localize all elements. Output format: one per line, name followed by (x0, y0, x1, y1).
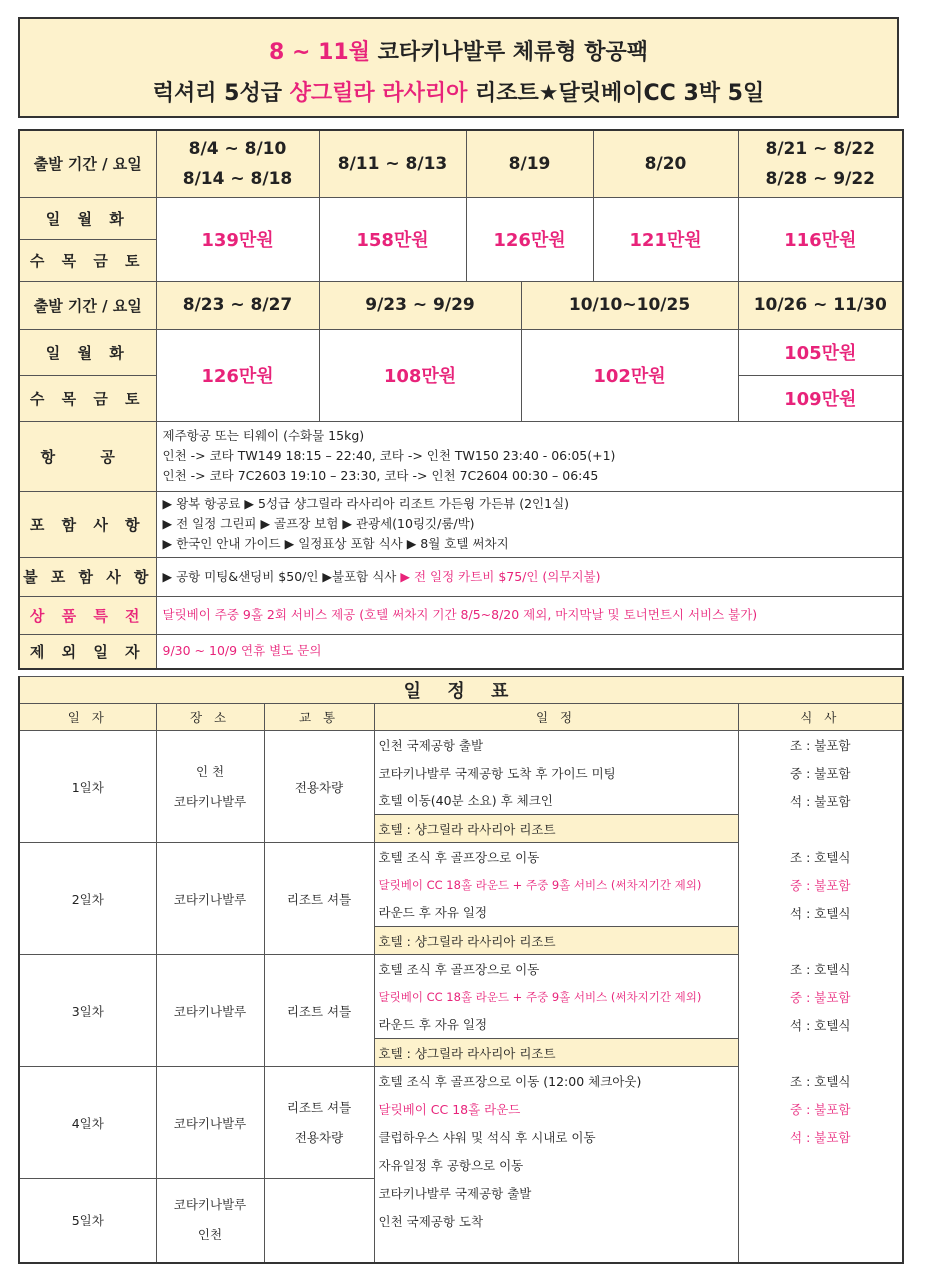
title-hotel-name: 샹그릴라 라사리아 (289, 81, 468, 106)
excluded-dates-label: 제 외 일 자 (19, 634, 156, 669)
schedule-hotel: 호텔 : 샹그릴라 라사리아 리조트 (374, 927, 738, 955)
header-transport: 교 통 (264, 704, 374, 731)
day-transport: 리조트 셔틀 (264, 843, 374, 955)
meal-item: 석 : 불포함 (738, 1123, 903, 1151)
day-transport: 전용차량 (264, 731, 374, 843)
price-cell: 116만원 (738, 197, 903, 281)
meal-item: 조 : 불포함 (738, 731, 903, 759)
included-info: ▶ 왕복 항공료 ▶ 5성급 샹그릴라 라사리아 리조트 가든윙 가든뷰 (2인1실) ▶ 전 일정 그린피 ▶ 골프장 보험 ▶ 관광세(10링깃/룸/박) ▶ 한국인 안내 가이드 ▶ 일정표상 포함 식사 ▶ 8월 호텔 써차지 (156, 491, 903, 557)
schedule-item: 라운드 후 자유 일정 (374, 1011, 738, 1039)
schedule-item: 호텔 조식 후 골프장으로 이동 (374, 843, 738, 871)
meal-item: 조 : 호텔식 (738, 1067, 903, 1095)
weekend-label: 수 목 금 토 (19, 239, 156, 281)
period-label: 출발 기간 / 요일 (19, 130, 156, 197)
price-cell: 108만원 (319, 329, 521, 421)
day-transport (264, 1179, 374, 1263)
weekday-label: 일 월 화 (19, 329, 156, 375)
schedule-item: 코타키나발루 국제공항 도착 후 가이드 미팅 (374, 759, 738, 787)
benefit-label: 상 품 특 전 (19, 596, 156, 634)
day-place: 코타키나발루 인천 (156, 1179, 264, 1263)
schedule-table (18, 676, 904, 1264)
day-place: 코타키나발루 (156, 843, 264, 955)
header-place: 장 소 (156, 704, 264, 731)
day-label: 3일차 (19, 955, 156, 1067)
meal-item: 조 : 호텔식 (738, 843, 903, 871)
title-months: 8 ~ 11월 (269, 40, 370, 65)
title-line-1: 8 ~ 11월 코타키나발루 체류형 항공팩 (269, 40, 648, 65)
meal-item: 석 : 불포함 (738, 787, 903, 815)
day-label: 1일차 (19, 731, 156, 843)
price-cell: 126만원 (156, 329, 319, 421)
period-label: 출발 기간 / 요일 (19, 281, 156, 329)
date-range: 8/23 ~ 8/27 (156, 281, 319, 329)
schedule-item: 호텔 이동(40분 소요) 후 체크인 (374, 787, 738, 815)
schedule-item: 코타키나발루 국제공항 출발 (374, 1179, 738, 1207)
date-range: 10/26 ~ 11/30 (738, 281, 903, 329)
excluded-label: 불 포 함 사 항 (19, 557, 156, 596)
header-meals: 식 사 (738, 704, 903, 731)
flight-label: 항 공 (19, 421, 156, 491)
day-place: 인 천 코타키나발루 (156, 731, 264, 843)
date-range: 8/20 (593, 130, 738, 197)
date-range: 8/11 ~ 8/13 (319, 130, 466, 197)
meal-item: 중 : 불포함 (738, 871, 903, 899)
title-banner (18, 17, 899, 118)
schedule-item: 호텔 조식 후 골프장으로 이동 (12:00 체크아웃) (374, 1067, 738, 1095)
price-cell: 139만원 (156, 197, 319, 281)
day-place: 코타키나발루 (156, 1067, 264, 1179)
weekend-label: 수 목 금 토 (19, 375, 156, 421)
meal-item: 중 : 불포함 (738, 983, 903, 1011)
date-range: 9/23 ~ 9/29 (319, 281, 521, 329)
schedule-item: 클럽하우스 샤워 및 석식 후 시내로 이동 (374, 1123, 738, 1151)
day-transport: 리조트 셔틀 전용차량 (264, 1067, 374, 1179)
price-cell: 109만원 (738, 375, 903, 421)
meal-item: 중 : 불포함 (738, 759, 903, 787)
schedule-item: 자유일정 후 공항으로 이동 (374, 1151, 738, 1179)
flight-info: 제주항공 또는 티웨이 (수화물 15kg) 인천 -> 코타 TW149 18:15 – 22:40, 코타 -> 인천 TW150 23:40 - 06:05(+1) 인천 -> 코타 7C2603 19:10 – 23:30, 코타 -> 인천 7C2604 00:30 – 06:45 (156, 421, 903, 491)
price-table (18, 129, 904, 670)
title-line-2: 럭셔리 5성급 샹그릴라 라사리아 리조트★달릿베이CC 3박 5일 (152, 81, 765, 106)
date-range: 8/19 (466, 130, 593, 197)
date-range: 8/21 ~ 8/22 8/28 ~ 9/22 (738, 130, 903, 197)
weekday-label: 일 월 화 (19, 197, 156, 239)
price-cell: 121만원 (593, 197, 738, 281)
date-range: 8/4 ~ 8/10 8/14 ~ 8/18 (156, 130, 319, 197)
meal-item: 조 : 호텔식 (738, 955, 903, 983)
schedule-item: 라운드 후 자유 일정 (374, 899, 738, 927)
meal-item: 석 : 호텔식 (738, 899, 903, 927)
price-cell: 158만원 (319, 197, 466, 281)
schedule-title: 일 정 표 (19, 677, 903, 704)
day-label: 5일차 (19, 1179, 156, 1263)
excluded-dates-info: 9/30 ~ 10/9 연휴 별도 문의 (156, 634, 903, 669)
price-cell: 102만원 (521, 329, 738, 421)
price-cell: 105만원 (738, 329, 903, 375)
schedule-item: 달릿베이 CC 18홀 라운드 + 주중 9홀 서비스 (써차지기간 제외) (374, 871, 738, 899)
meal-item: 중 : 불포함 (738, 1095, 903, 1123)
schedule-item: 호텔 조식 후 골프장으로 이동 (374, 955, 738, 983)
header-schedule: 일 정 (374, 704, 738, 731)
price-cell: 126만원 (466, 197, 593, 281)
date-range: 10/10~10/25 (521, 281, 738, 329)
schedule-hotel: 호텔 : 샹그릴라 라사리아 리조트 (374, 815, 738, 843)
day-label: 4일차 (19, 1067, 156, 1179)
schedule-item: 인천 국제공항 출발 (374, 731, 738, 759)
benefit-info: 달릿베이 주중 9홀 2회 서비스 제공 (호텔 써차지 기간 8/5~8/20 제외, 마지막날 및 토너먼트시 서비스 불가) (156, 596, 903, 634)
schedule-item: 달릿베이 CC 18홀 라운드 (374, 1095, 738, 1123)
excluded-info: ▶ 공항 미팅&샌딩비 $50/인 ▶불포함 식사 ▶ 전 일정 카트비 $75/인 (의무지불) (156, 557, 903, 596)
included-label: 포 함 사 항 (19, 491, 156, 557)
day-place: 코타키나발루 (156, 955, 264, 1067)
header-day: 일 자 (19, 704, 156, 731)
schedule-item: 인천 국제공항 도착 (374, 1207, 738, 1235)
schedule-item: 달릿베이 CC 18홀 라운드 + 주중 9홀 서비스 (써차지기간 제외) (374, 983, 738, 1011)
day-label: 2일차 (19, 843, 156, 955)
meal-item: 석 : 호텔식 (738, 1011, 903, 1039)
day-transport: 리조트 셔틀 (264, 955, 374, 1067)
schedule-hotel: 호텔 : 샹그릴라 라사리아 리조트 (374, 1039, 738, 1067)
